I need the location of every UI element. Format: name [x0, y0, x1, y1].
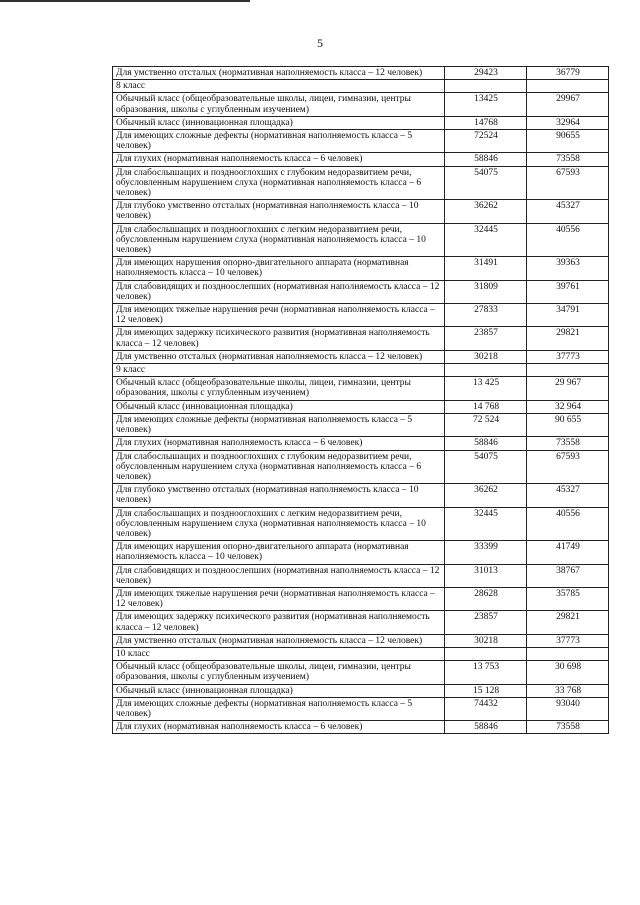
value-1: 23857 — [445, 611, 527, 634]
value-1: 36262 — [445, 200, 527, 223]
value-2: 67593 — [527, 450, 609, 484]
table-row — [113, 587, 609, 610]
value-2: 34791 — [527, 304, 609, 327]
value-1: 72524 — [445, 130, 527, 153]
row-label: Обычный класс (общеобразовательные школы, лицеи, гимназии, центры образования, школы с углубленным изучением) — [113, 661, 445, 684]
value-2: 90655 — [527, 130, 609, 153]
table-row — [113, 400, 609, 413]
value-1: 14768 — [445, 116, 527, 129]
row-label: Для имеющих тяжелые нарушения речи (нормативная наполняемость класса – 12 человек) — [113, 587, 445, 610]
value-2: 32964 — [527, 116, 609, 129]
row-label: Для имеющих сложные дефекты (нормативная наполняемость класса – 5 человек) — [113, 130, 445, 153]
table-row — [113, 304, 609, 327]
row-label: Для имеющих задержку психического развития (нормативная наполняемость класса – 12 человек) — [113, 611, 445, 634]
table-row — [113, 564, 609, 587]
value-2: 37773 — [527, 634, 609, 647]
page-number: 5 — [317, 36, 323, 50]
table-row — [113, 507, 609, 541]
value-2: 39761 — [527, 280, 609, 303]
row-label: Для умственно отсталых (нормативная наполняемость класса – 12 человек) — [113, 350, 445, 363]
value-1 — [445, 80, 527, 93]
value-2: 40556 — [527, 223, 609, 257]
value-2: 93040 — [527, 697, 609, 720]
table-row — [113, 280, 609, 303]
value-2: 41749 — [527, 541, 609, 564]
value-2 — [527, 80, 609, 93]
table-row — [113, 450, 609, 484]
row-label: Для глубоко умственно отсталых (нормативная наполняемость класса – 10 человек) — [113, 484, 445, 507]
value-1: 31809 — [445, 280, 527, 303]
value-1: 13 425 — [445, 377, 527, 400]
table-row — [113, 116, 609, 129]
value-2 — [527, 364, 609, 377]
value-1: 31491 — [445, 257, 527, 280]
value-1 — [445, 647, 527, 660]
table-row — [113, 437, 609, 450]
section-label: 8 класс — [113, 80, 445, 93]
value-2: 39363 — [527, 257, 609, 280]
value-1: 72 524 — [445, 413, 527, 436]
value-1: 58846 — [445, 153, 527, 166]
value-2: 36779 — [527, 67, 609, 80]
value-2: 45327 — [527, 200, 609, 223]
row-label: Для слабовидящих и поздноослепших (нормативная наполняемость класса – 12 человек) — [113, 280, 445, 303]
row-label: Для имеющих тяжелые нарушения речи (нормативная наполняемость класса – 12 человек) — [113, 304, 445, 327]
value-1: 30218 — [445, 634, 527, 647]
table-row — [113, 721, 609, 734]
cost-table — [112, 66, 609, 734]
row-label: Для слабослышащих и позднооглохших с легким недоразвитием речи, обусловленным нарушением слуха (нормативная наполняемость класса – 10 человек) — [113, 507, 445, 541]
table-row — [113, 257, 609, 280]
section-row — [113, 647, 609, 660]
section-label: 10 класс — [113, 647, 445, 660]
table-row — [113, 67, 609, 80]
value-1: 36262 — [445, 484, 527, 507]
value-2: 33 768 — [527, 684, 609, 697]
table-row — [113, 350, 609, 363]
value-1: 31013 — [445, 564, 527, 587]
value-1: 28628 — [445, 587, 527, 610]
value-2: 73558 — [527, 721, 609, 734]
row-label: Для слабослышащих и позднооглохших с легким недоразвитием речи, обусловленным нарушением слуха (нормативная наполняемость класса – 10 человек) — [113, 223, 445, 257]
table-row — [113, 661, 609, 684]
value-1: 13 753 — [445, 661, 527, 684]
value-2: 35785 — [527, 587, 609, 610]
value-2: 29821 — [527, 327, 609, 350]
value-2: 29821 — [527, 611, 609, 634]
table-row — [113, 697, 609, 720]
value-2: 37773 — [527, 350, 609, 363]
row-label: Для глухих (нормативная наполняемость класса – 6 человек) — [113, 153, 445, 166]
row-label: Для глухих (нормативная наполняемость класса – 6 человек) — [113, 721, 445, 734]
row-label: Для слабовидящих и поздноослепших (нормативная наполняемость класса – 12 человек) — [113, 564, 445, 587]
value-2: 29 967 — [527, 377, 609, 400]
value-2: 67593 — [527, 166, 609, 200]
value-2: 73558 — [527, 437, 609, 450]
value-1: 54075 — [445, 166, 527, 200]
row-label: Обычный класс (общеобразовательные школы, лицеи, гимназии, центры образования, школы с углубленным изучением) — [113, 377, 445, 400]
table-row — [113, 200, 609, 223]
table-row — [113, 223, 609, 257]
table-row — [113, 93, 609, 116]
table-row — [113, 541, 609, 564]
section-row — [113, 364, 609, 377]
section-label: 9 класс — [113, 364, 445, 377]
row-label: Обычный класс (инновационная площадка) — [113, 116, 445, 129]
table-row — [113, 484, 609, 507]
table-body — [113, 67, 609, 734]
row-label: Для глубоко умственно отсталых (нормативная наполняемость класса – 10 человек) — [113, 200, 445, 223]
value-2: 32 964 — [527, 400, 609, 413]
table-row — [113, 166, 609, 200]
value-1: 54075 — [445, 450, 527, 484]
value-1: 74432 — [445, 697, 527, 720]
value-2: 38767 — [527, 564, 609, 587]
row-label: Для имеющих нарушения опорно-двигательного аппарата (нормативная наполняемость класса – 10 человек) — [113, 257, 445, 280]
row-label: Обычный класс (инновационная площадка) — [113, 684, 445, 697]
value-2: 45327 — [527, 484, 609, 507]
value-2: 30 698 — [527, 661, 609, 684]
row-label: Обычный класс (инновационная площадка) — [113, 400, 445, 413]
value-1: 33399 — [445, 541, 527, 564]
value-1: 15 128 — [445, 684, 527, 697]
top-rule — [0, 0, 250, 2]
value-1: 58846 — [445, 721, 527, 734]
value-2: 73558 — [527, 153, 609, 166]
table-row — [113, 634, 609, 647]
table-row — [113, 327, 609, 350]
value-1: 13425 — [445, 93, 527, 116]
table-row — [113, 153, 609, 166]
row-label: Для умственно отсталых (нормативная наполняемость класса – 12 человек) — [113, 67, 445, 80]
value-2 — [527, 647, 609, 660]
table-row — [113, 130, 609, 153]
table-row — [113, 684, 609, 697]
value-2: 40556 — [527, 507, 609, 541]
value-2: 90 655 — [527, 413, 609, 436]
table-row — [113, 377, 609, 400]
table-row — [113, 611, 609, 634]
row-label: Обычный класс (общеобразовательные школы, лицеи, гимназии, центры образования, школы с углубленным изучением) — [113, 93, 445, 116]
value-1 — [445, 364, 527, 377]
section-row — [113, 80, 609, 93]
value-1: 32445 — [445, 223, 527, 257]
value-1: 32445 — [445, 507, 527, 541]
row-label: Для умственно отсталых (нормативная наполняемость класса – 12 человек) — [113, 634, 445, 647]
table-row — [113, 413, 609, 436]
row-label: Для глухих (нормативная наполняемость класса – 6 человек) — [113, 437, 445, 450]
value-1: 58846 — [445, 437, 527, 450]
row-label: Для имеющих сложные дефекты (нормативная наполняемость класса – 5 человек) — [113, 413, 445, 436]
value-1: 14 768 — [445, 400, 527, 413]
row-label: Для имеющих нарушения опорно-двигательного аппарата (нормативная наполняемость класса – 10 человек) — [113, 541, 445, 564]
value-2: 29967 — [527, 93, 609, 116]
row-label: Для имеющих задержку психического развития (нормативная наполняемость класса – 12 человек) — [113, 327, 445, 350]
row-label: Для слабослышащих и позднооглохших с глубоким недоразвитием речи, обусловленным нарушением слуха (нормативная наполняемость класса – 6 человек) — [113, 450, 445, 484]
value-1: 29423 — [445, 67, 527, 80]
row-label: Для имеющих сложные дефекты (нормативная наполняемость класса – 5 человек) — [113, 697, 445, 720]
value-1: 30218 — [445, 350, 527, 363]
value-1: 27833 — [445, 304, 527, 327]
row-label: Для слабослышащих и позднооглохших с глубоким недоразвитием речи, обусловленным нарушением слуха (нормативная наполняемость класса – 6 человек) — [113, 166, 445, 200]
value-1: 23857 — [445, 327, 527, 350]
